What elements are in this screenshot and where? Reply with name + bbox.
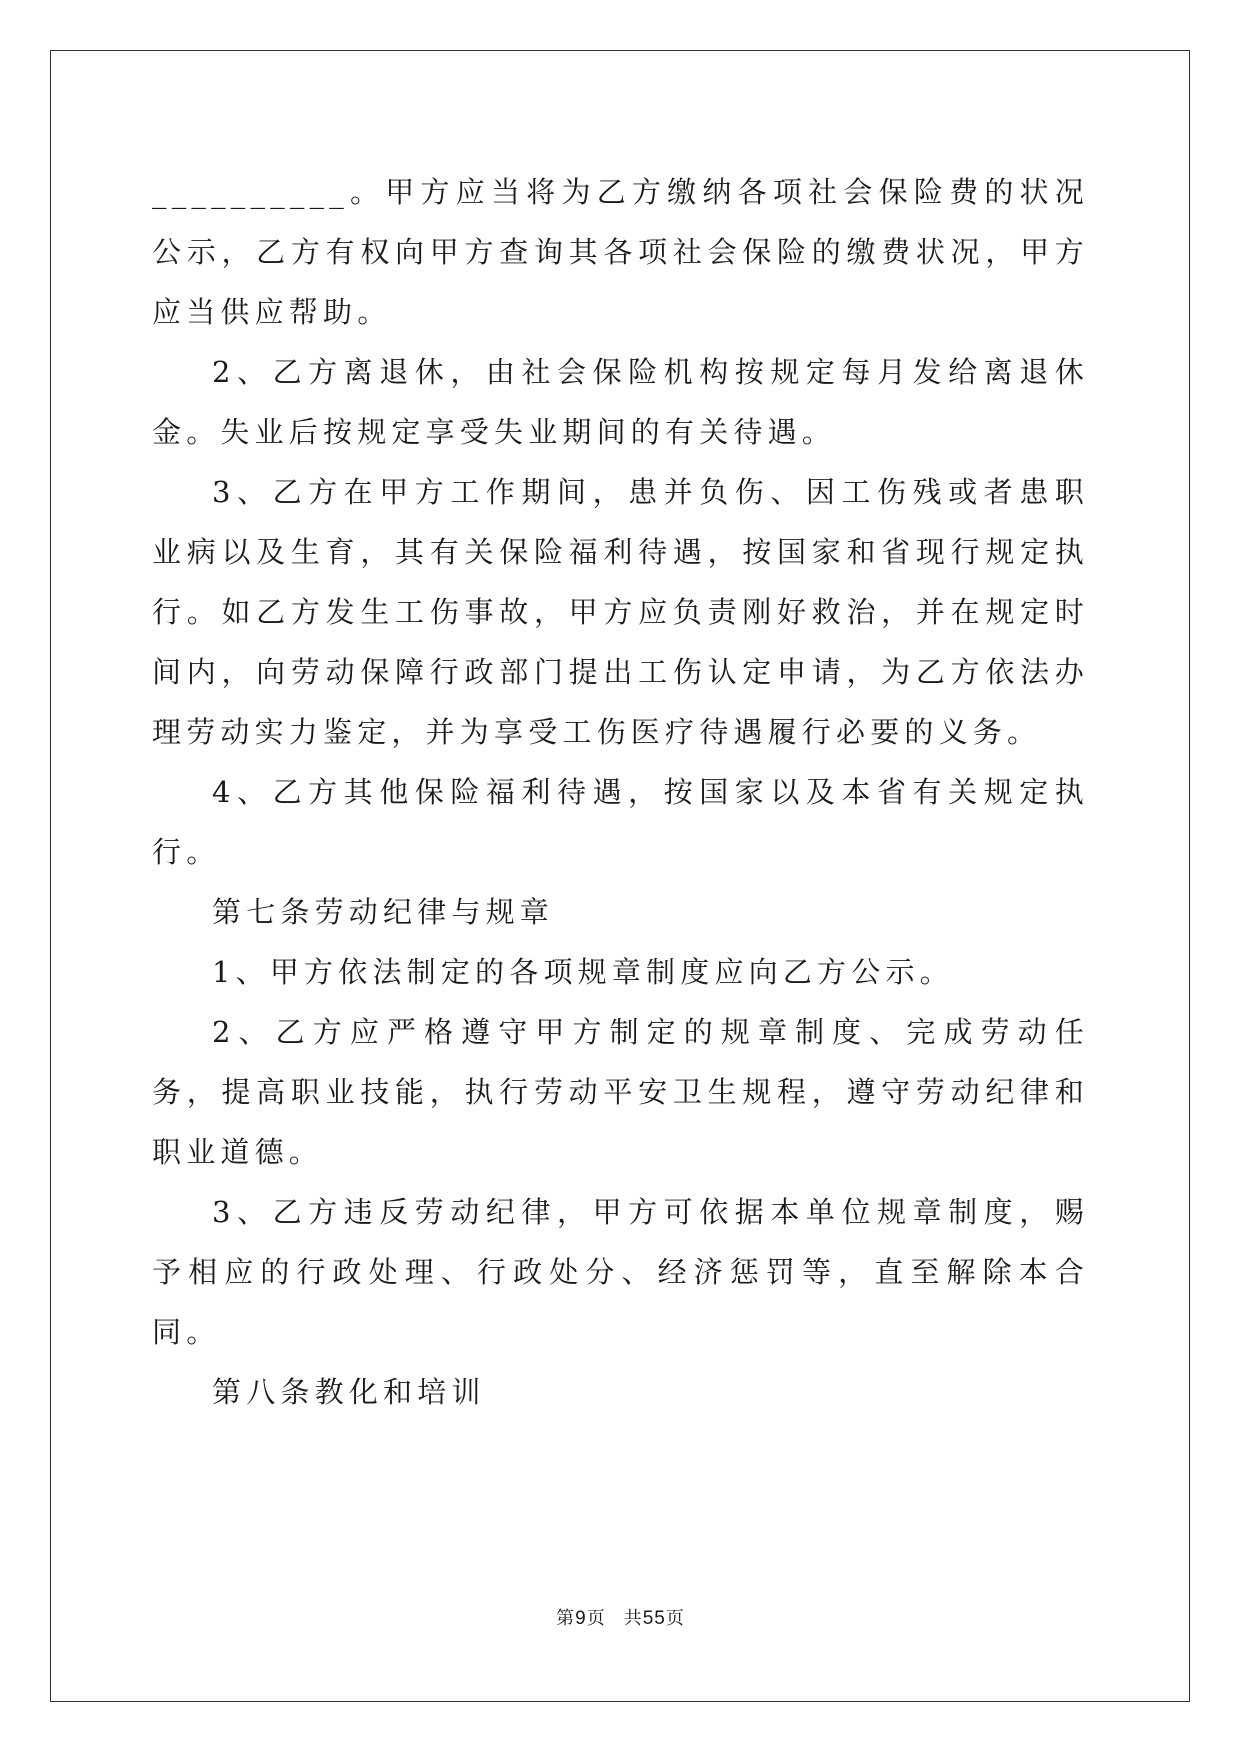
paragraph-retirement: 2、乙方离退休，由社会保险机构按规定每月发给离退休金。失业后按规定享受失业期间的有关待遇。: [152, 355, 1089, 449]
paragraph-insurance-publicity: __________。甲方应当将为乙方缴纳各项社会保险费的状况公示，乙方有权向甲方查询其各项社会保险的缴费状况，甲方应当供应帮助。: [152, 175, 1089, 329]
paragraph-rules-compliance: 2、乙方应严格遵守甲方制定的规章制度、完成劳动任务，提高职业技能，执行劳动平安卫生规程，遵守劳动纪律和职业道德。: [152, 1015, 1089, 1169]
paragraph-work-injury: 3、乙方在甲方工作期间，患并负伤、因工伤残或者患职业病以及生育，其有关保险福利待遇，按国家和省现行规定执行。如乙方发生工伤事故，甲方应负责刚好救治，并在规定时间内，向劳动保障行政部门提出工伤认定申请，为乙方依法办理劳动实力鉴定，并为享受工伤医疗待遇履行必要的义务。: [152, 475, 1089, 749]
paragraph-rules-publicity: 1、甲方依法制定的各项规章制度应向乙方公示。: [212, 955, 954, 989]
page-suffix: 页: [586, 1608, 606, 1629]
total-prefix: 共: [623, 1608, 643, 1629]
page-prefix: 第: [556, 1608, 576, 1629]
document-body: [152, 162, 1089, 1422]
page-footer: [0, 1604, 1241, 1630]
total-suffix: 页: [665, 1608, 685, 1629]
paragraph-discipline-violation: 3、乙方违反劳动纪律，甲方可依据本单位规章制度，赐予相应的行政处理、行政处分、经济惩罚等，直至解除本合同。: [152, 1195, 1089, 1349]
total-pages: 55: [642, 1608, 666, 1629]
page-number: 9: [575, 1608, 587, 1629]
paragraph-other-benefits: 4、乙方其他保险福利待遇，按国家以及本省有关规定执行。: [152, 775, 1089, 869]
section-heading-article-8: 第八条教化和培训: [212, 1375, 486, 1409]
section-heading-article-7: 第七条劳动纪律与规章: [212, 895, 555, 929]
